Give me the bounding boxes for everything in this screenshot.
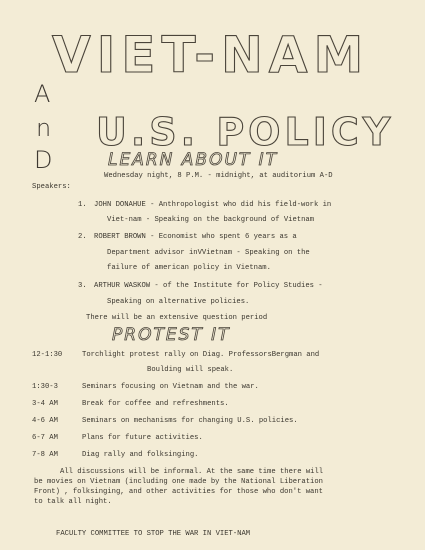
schedule-time: 3-4 AM — [32, 400, 58, 408]
session-line: Wednesday night, 8 P.M. - midnight, at auditorium A-D — [104, 172, 333, 180]
schedule-text: Break for coffee and refreshments. — [82, 400, 229, 408]
title-vietnam: VIET-NAM — [52, 26, 370, 84]
question-line: There will be an extensive question period — [86, 314, 268, 322]
title-us-policy: U.S. POLICY — [96, 110, 395, 154]
schedule-time: 1:30-3 — [32, 383, 58, 391]
schedule-time: 7-8 AM — [32, 451, 58, 459]
schedule-text: Seminars on mechanisms for changing U.S. policies. — [82, 417, 298, 425]
speaker-number: 3. — [78, 282, 87, 290]
speaker-line: ROBERT BROWN - Economist who spent 6 years as a — [94, 233, 297, 241]
schedule-text: Seminars focusing on Vietnam and the war. — [82, 383, 259, 391]
learn-heading: LEARN ABOUT IT — [108, 150, 279, 170]
side-letter-a: A — [34, 80, 51, 108]
speaker-line: ARTHUR WASKOW - of the Institute for Policy Studies - — [94, 282, 323, 290]
schedule-text: Diag rally and folksinging. — [82, 451, 199, 459]
schedule-text: Torchlight protest rally on Diag. ProfessorsBergman and — [82, 351, 320, 359]
speaker-number: 1. — [78, 201, 87, 209]
protest-heading: PROTEST IT — [112, 325, 231, 345]
closing-line: Front) , folksinging, and other activities for those who don't want — [34, 488, 323, 496]
closing-line: All discussions will be informal. At the same time there will — [60, 468, 324, 476]
speaker-number: 2. — [78, 233, 87, 241]
schedule-text: Plans for future activities. — [82, 434, 203, 442]
speaker-line: Viet-nam - Speaking on the background of Vietnam — [107, 216, 315, 224]
closing-line: to talk all night. — [34, 498, 112, 506]
schedule-time: 12-1:30 — [32, 351, 63, 359]
speakers-label: Speakers: — [32, 183, 71, 191]
speaker-line: Speaking on alternative policies. — [107, 298, 250, 306]
speaker-line: Department advisor inVVietnam - Speaking on the — [107, 249, 310, 257]
speaker-line: JOHN DONAHUE - Anthropologist who did his field-work in — [94, 201, 332, 209]
closing-line: be movies on Vietnam (including one made by the National Liberation — [34, 478, 323, 486]
footer-signature: FACULTY COMMITTEE TO STOP THE WAR IN VIET-NAM — [56, 530, 251, 538]
schedule-text: Boulding will speak. — [147, 366, 234, 374]
schedule-time: 4-6 AM — [32, 417, 58, 425]
side-letter-n: n — [36, 114, 52, 142]
side-letter-d: D — [34, 146, 53, 174]
speaker-line: failure of american policy in Vietnam. — [107, 264, 271, 272]
schedule-time: 6-7 AM — [32, 434, 58, 442]
